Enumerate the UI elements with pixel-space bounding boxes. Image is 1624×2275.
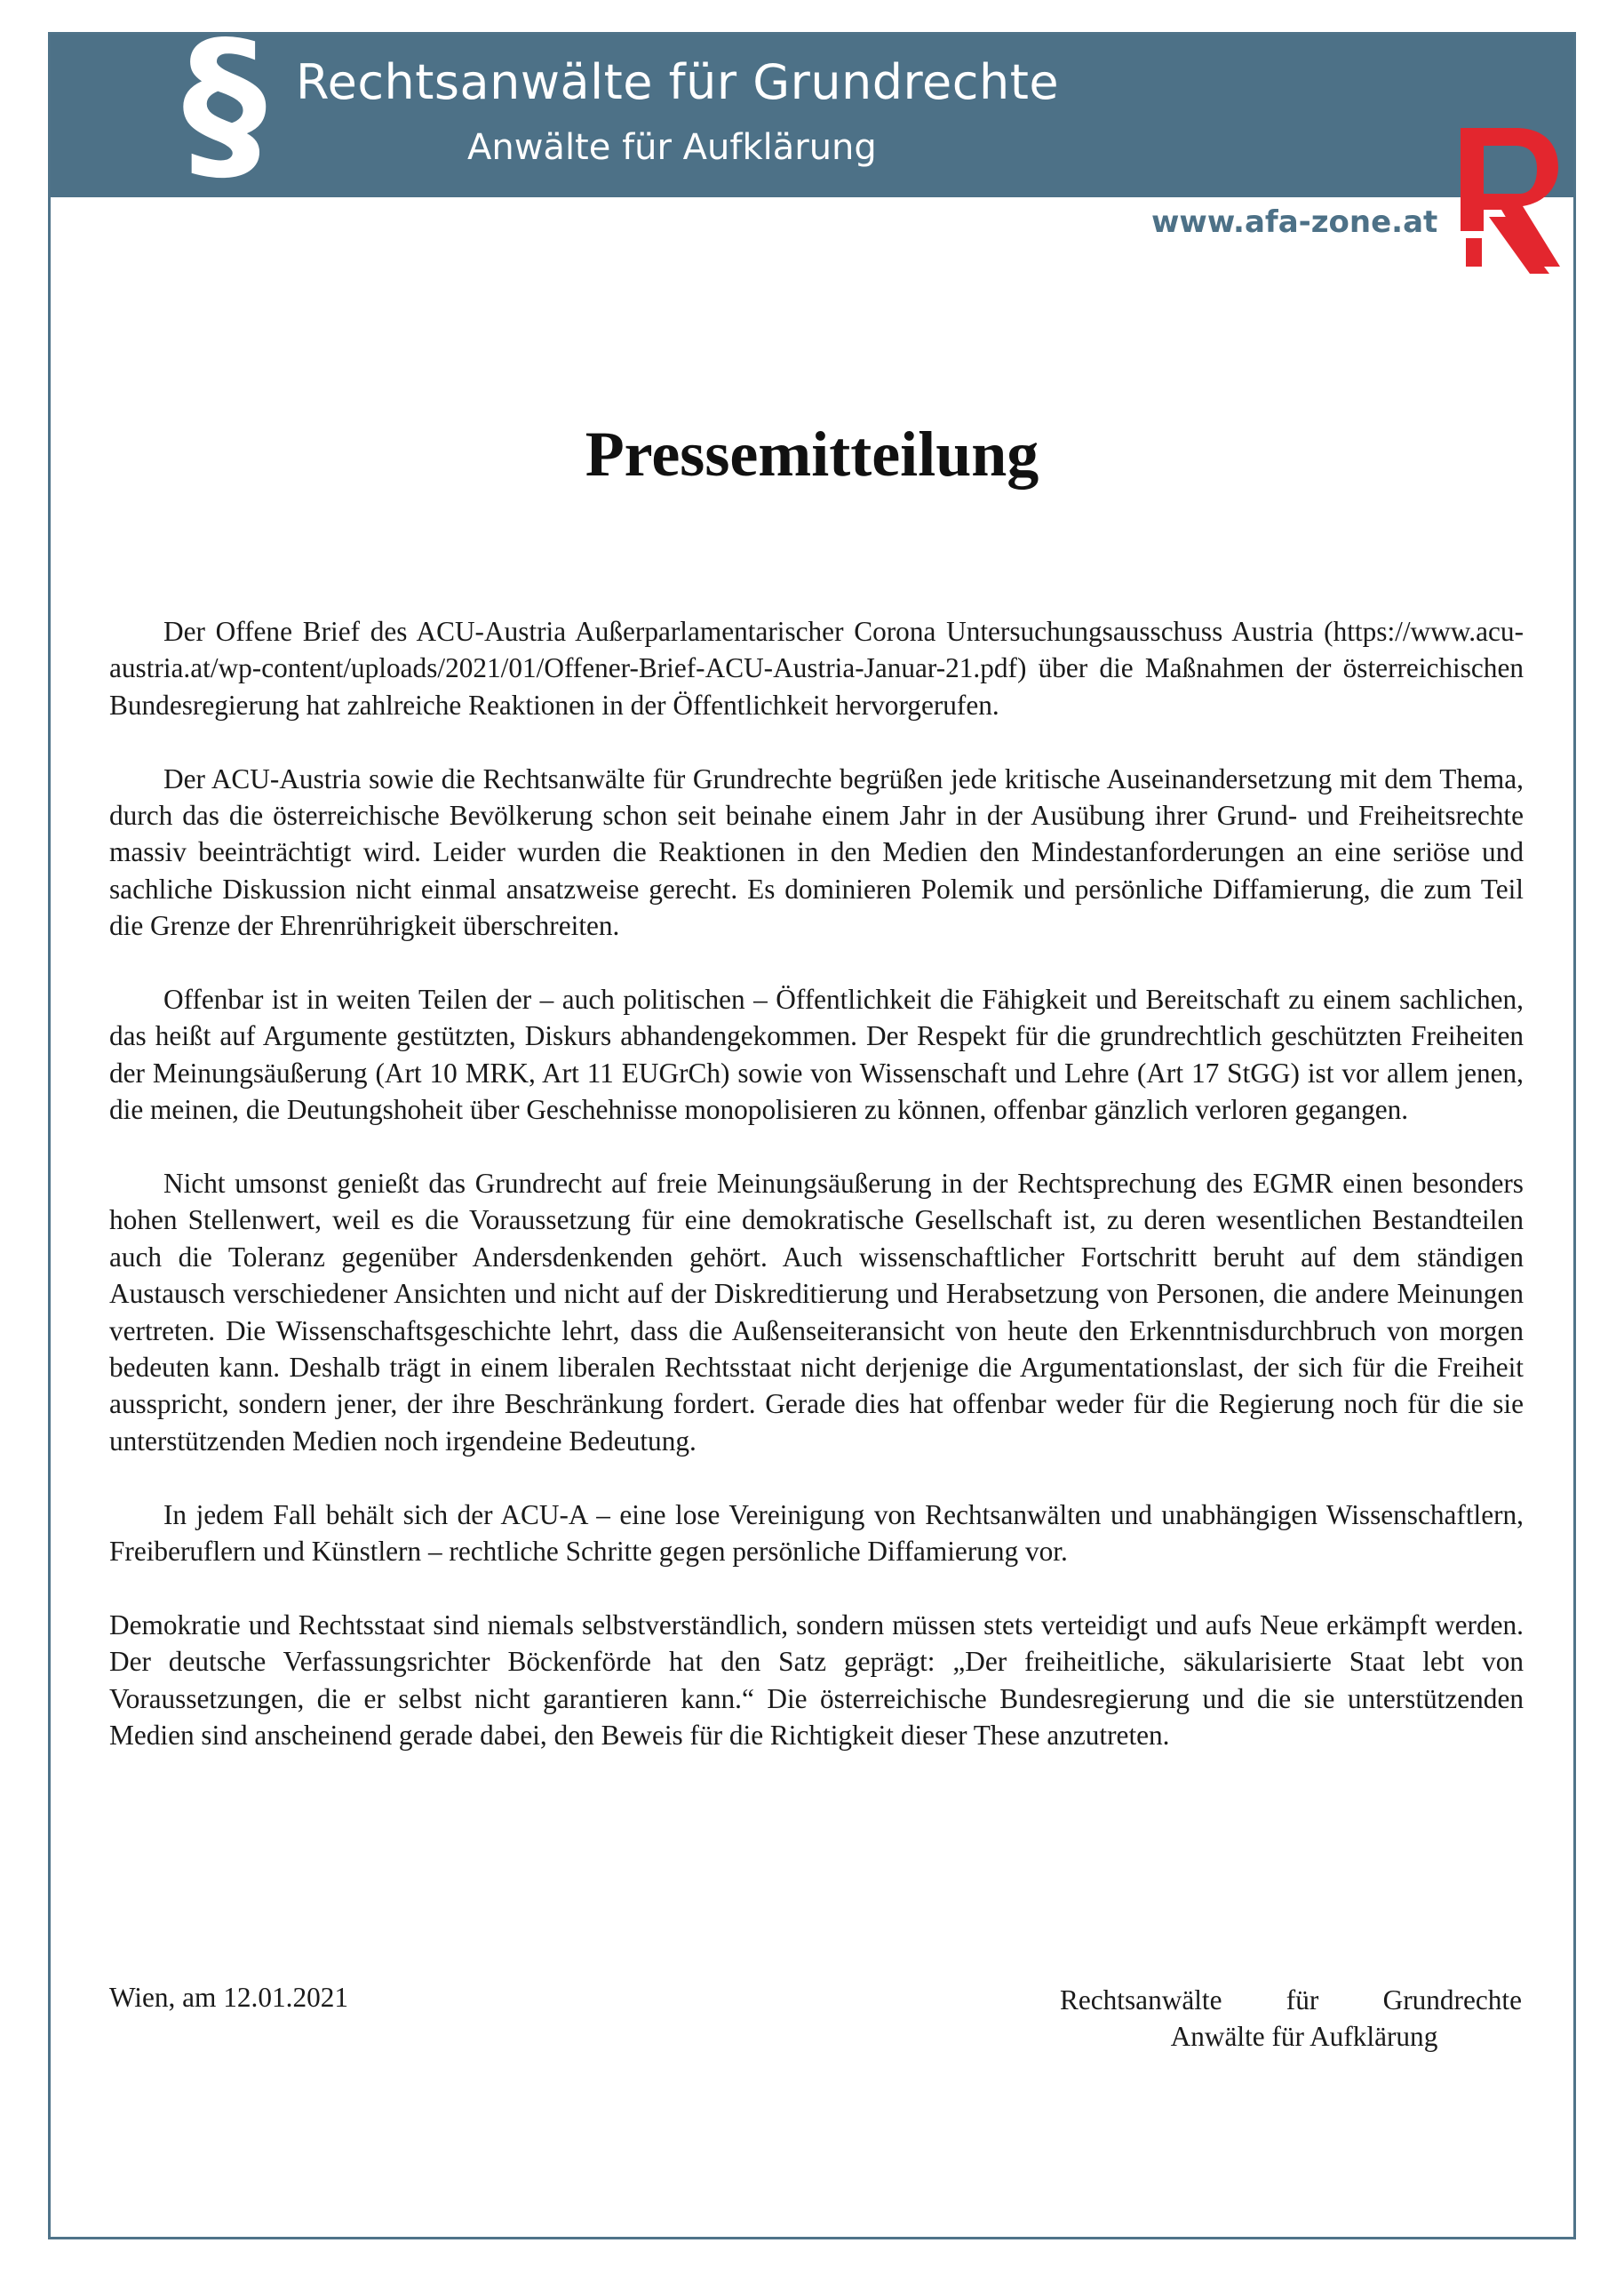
press-release-body [109, 613, 1524, 1754]
body-paragraph-4: Nicht umsonst genießt das Grundrecht auf freie Meinungsäußerung in der Rechtsprechung des EGMR einen besonders hohen Stellenwert, weil es die Voraussetzung für eine demokratische Gesellschaft ist, zu deren wesentlichen Bestandteilen auch die Toleranz gegenüber Andersdenkenden gehört. Auch wissenschaftlicher Fortschritt beruht auf dem ständigen Austausch verschiedener Ansichten und nicht auf der Diskreditierung und Herabsetzung von Personen, die andere Meinungen vertreten. Die Wissenschaftsgeschichte lehrt, dass die Außenseiteransicht von heute den Erkenntnisdurchbruch von morgen bedeuten kann. Deshalb trägt in einem liberalen Rechtsstaat nicht derjenige die Argumentationslast, der sich für die Freiheit ausspricht, sondern jener, der ihre Beschränkung fordert. Gerade dies hat offenbar weder für die Regierung noch für die sie unterstützenden Medien noch irgendeine Bedeutung. [109, 1168, 1524, 1457]
website-link[interactable]: www.afa-zone.at [1151, 204, 1438, 240]
body-paragraph-5: In jedem Fall behält sich der ACU-A – eine lose Vereinigung von Rechtsanwälten und unabhängigen Wissenschaftlern, Freiberuflern und Künstlern – rechtliche Schritte gegen persönliche Diffamierung vor. [109, 1498, 1524, 1568]
place-and-date: Wien, am 12.01.2021 [109, 1982, 349, 2013]
paragraph-symbol-logo: § [182, 5, 267, 202]
signature-organization: Rechtsanwälte für Grundrechte [1060, 1984, 1522, 2016]
signature-tagline: Anwälte für Aufklärung [1170, 2021, 1438, 2052]
body-paragraph-3: Offenbar ist in weiten Teilen der – auch politischen – Öffentlichkeit die Fähigkeit und Bereitschaft zu einem sachlichen, das heißt auf Argumente gestützten, Diskurs abhandengekommen. Der Respekt für die grundrechtlich geschützten Freiheiten der Meinungsäußerung (Art 10 MRK, Art 11 EUGrCh) sowie von Wissenschaft und Lehre (Art 17 StGG) ist vor allem jenen, die meinen, die Deutungshoheit über Geschehnisse monopolisieren zu können, offenbar gänzlich verloren gegangen. [109, 984, 1524, 1126]
body-paragraph-6: Demokratie und Rechtsstaat sind niemals selbstverständlich, sondern müssen stets verteidigt und aufs Neue erkämpft werden. Der deutsche Verfassungsrichter Böckenförde hat den Satz geprägt: „Der freiheitliche, säkularisierte Staat lebt von Voraussetzungen, die er selbst nicht garantieren kann.“ Die österreichische Bundesregierung und die sie unterstützenden Medien sind anscheinend gerade dabei, den Beweis für die Richtigkeit dieser These anzutreten. [109, 1608, 1524, 1752]
organization-name: Rechtsanwälte für Grundrechte [296, 54, 1060, 110]
body-paragraph-2: Der ACU-Austria sowie die Rechtsanwälte für Grundrechte begrüßen jede kritische Auseinandersetzung mit dem Thema, durch das die österreichische Bevölkerung schon seit beinahe einem Jahr in der Ausübung ihrer Grund- und Freiheitsrechte massiv beeinträchtigt wird. Leider wurden die Reaktionen in den Medien den Mindestanforderungen an eine seriöse und sachliche Diskussion nicht einmal ansatzweise gerecht. Es dominieren Polemik und persönliche Diffamierung, die zum Teil die Grenze der Ehrenrührigkeit überschreiten. [109, 762, 1524, 942]
organization-tagline: Anwälte für Aufklärung [467, 127, 877, 168]
document-title: Pressemitteilung [585, 419, 1039, 490]
body-paragraph-1: Der Offene Brief des ACU-Austria Außerparlamentarischer Corona Untersuchungsausschuss Austria (https://www.acu-austria.at/wp-content/uploads/2021/01/Offener-Brief-ACU-Austria-Januar-21.pdf) über die Maßnahmen der österreichischen Bundesregierung hat zahlreiche Reaktionen in der Öffentlichkeit hervorgerufen. [109, 616, 1524, 721]
afa-r-logo-icon [1453, 124, 1567, 274]
signature-block [1060, 1982, 1522, 2055]
